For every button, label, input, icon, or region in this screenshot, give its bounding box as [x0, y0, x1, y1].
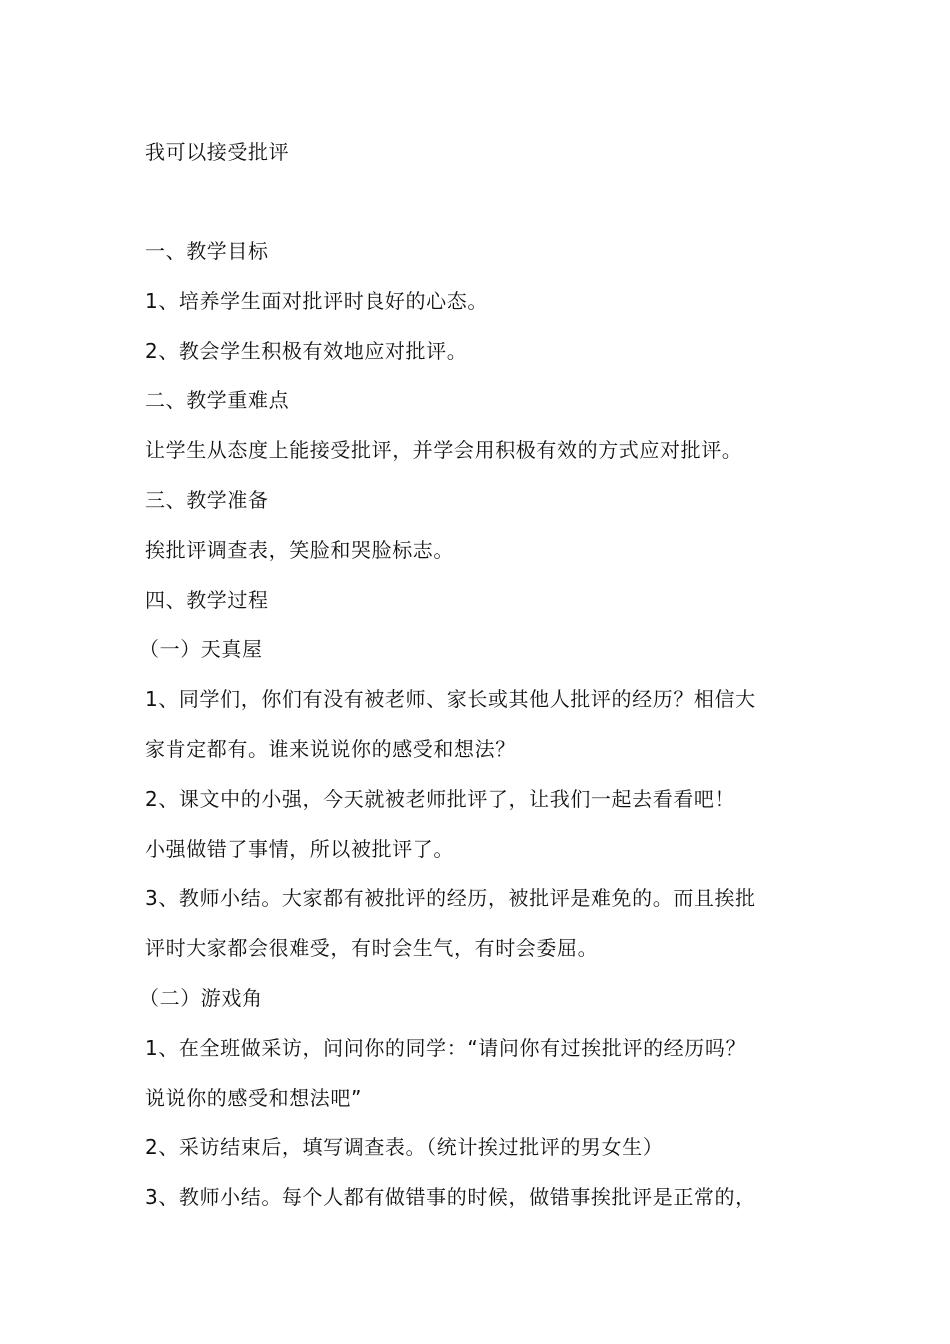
subheading-game-corner: （二）游戏角 [139, 986, 263, 1010]
paragraph-line: 3、教师小结。每个人都有做错事的时候，做错事挨批评是正常的， [145, 1185, 756, 1209]
document-title: 我可以接受批评 [145, 140, 290, 164]
paragraph-line: 小强做错了事情，所以被批评了。 [145, 837, 454, 861]
preparation-text: 挨批评调查表，笑脸和哭脸标志。 [145, 538, 454, 562]
paragraph-line: 3、教师小结。大家都有被批评的经历，被批评是难免的。而且挨批 [145, 886, 756, 910]
paragraph-line: 家肯定都有。谁来说说你的感受和想法？ [145, 737, 516, 761]
paragraph-line: 1、同学们，你们有没有被老师、家长或其他人批评的经历？相信大 [145, 687, 756, 711]
heading-objectives: 一、教学目标 [145, 239, 269, 263]
objective-item-1: 1、培养学生面对批评时良好的心态。 [145, 289, 488, 313]
heading-key-points: 二、教学重难点 [145, 388, 290, 412]
paragraph-line: 评时大家都会很难受，有时会生气，有时会委屈。 [145, 936, 599, 960]
heading-process: 四、教学过程 [145, 588, 269, 612]
key-points-text: 让学生从态度上能接受批评，并学会用积极有效的方式应对批评。 [145, 438, 743, 462]
objective-item-2: 2、教会学生积极有效地应对批评。 [145, 339, 468, 363]
paragraph-line: 1、在全班做采访，问问你的同学：“请问你有过挨批评的经历吗？ [145, 1036, 747, 1060]
paragraph-line: 2、课文中的小强，今天就被老师批评了，让我们一起去看看吧！ [145, 787, 736, 811]
subheading-tianzhenwu: （一）天真屋 [139, 637, 263, 661]
paragraph-line: 2、采访结束后，填写调查表。（统计挨过批评的男女生） [145, 1135, 664, 1159]
paragraph-line: 说说你的感受和想法吧” [145, 1086, 362, 1110]
heading-preparation: 三、教学准备 [145, 488, 269, 512]
